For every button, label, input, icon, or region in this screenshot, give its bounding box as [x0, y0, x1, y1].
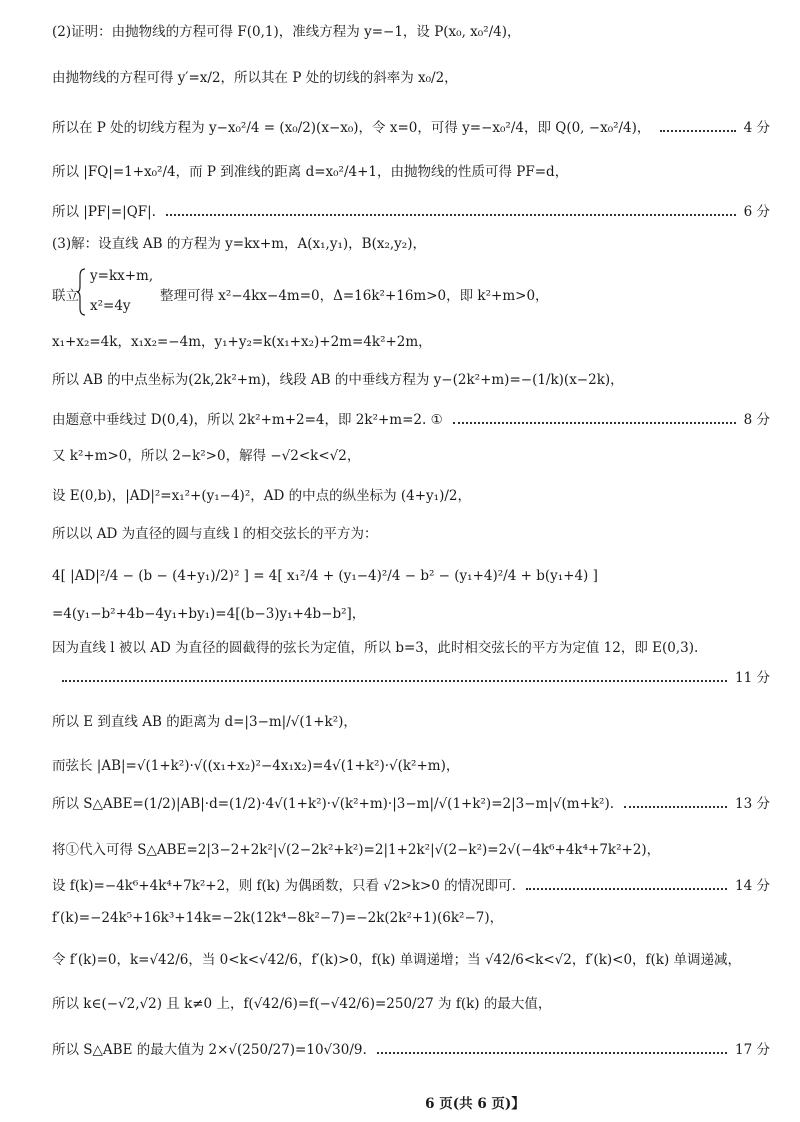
line-proof-start: (2)证明：由抛物线的方程可得 F(0,1)，准线方程为 y=−1，设 P(x₀, x₀²/4)，: [52, 24, 521, 40]
system-eq1: y=kx+m,: [90, 268, 154, 284]
line-tangent: 所以在 P 处的切线方程为 y−x₀²/4 = (x₀/2)(x−x₀)，令 x=0，可得 y=−x₀²/4，即 Q(0, −x₀²/4)， 4 分: [52, 120, 770, 136]
line-vieta: x₁+x₂=4k，x₁x₂=−4m，y₁+y₂=k(x₁+x₂)+2m=4k²+2m，: [52, 334, 432, 350]
line-through-d: 由题意中垂线过 D(0,4)，所以 2k²+m+2=4，即 2k²+m=2. ① 8 分: [52, 412, 770, 428]
score-mark: 8 分: [743, 412, 770, 428]
line-area: 所以 S△ABE=(1/2)|AB|·d=(1/2)·4√(1+k²)·√(k²+m)·|3−m|/√(1+k²)=2|3−m|√(m+k²). 13 分: [52, 796, 770, 812]
score-mark: 17 分: [735, 1042, 770, 1058]
line-max-value: 所以 k∈(−√2,√2) 且 k≠0 上，f(√42/6)=f(−√42/6)=250/27 为 f(k) 的最大值，: [52, 996, 552, 1012]
system-label: 联立: [52, 288, 79, 304]
page-number: 6 页(共 6 页)】: [425, 1096, 525, 1112]
leader-dots: [624, 805, 727, 808]
line-k-range: 又 k²+m>0，所以 2−k²>0，解得 −√2<k<√2，: [52, 448, 361, 464]
line-define-f: 设 f(k)=−4k⁶+4k⁴+7k²+2，则 f(k) 为偶函数，只看 √2>k>0 的情况即可. 14 分: [52, 878, 770, 894]
line-f-derivative: f′(k)=−24k⁵+16k³+14k=−2k(12k⁴−8k²−7)=−2k(2k²+1)(6k²−7)，: [52, 910, 504, 926]
score-mark: 4 分: [743, 120, 770, 136]
line-part3-start: (3)解：设直线 AB 的方程为 y=kx+m，A(x₁,y₁)，B(x₂,y₂)，: [52, 236, 426, 252]
line-distance: 所以 E 到直线 AB 的距离为 d=|3−m|/√(1+k²)，: [52, 714, 357, 730]
page-footer: [0, 1092, 800, 1112]
leader-dots: [377, 1051, 727, 1054]
line-final-answer: 所以 S△ABE 的最大值为 2×√(250/27)=10√30/9. 17 分: [52, 1042, 770, 1058]
line-chord-intro: 所以以 AD 为直径的圆与直线 l 的相交弦长的平方为：: [52, 526, 378, 542]
line-fq-length: 所以 |FQ|=1+x₀²/4，而 P 到准线的距离 d=x₀²/4+1，由抛物线的性质可得 PF=d，: [52, 164, 569, 180]
line-chord-simplify: =4(y₁−b²+4b−4y₁+by₁)=4[(b−3)y₁+4b−b²]，: [52, 606, 366, 622]
score-mark: 6 分: [743, 204, 770, 220]
leader-dots: [526, 887, 727, 890]
line-perp-bisector: 所以 AB 的中点坐标为(2k,2k²+m)，线段 AB 的中垂线方程为 y−(2k²+m)=−(1/k)(x−2k)，: [52, 372, 624, 388]
line-chord-expand: 4[ |AD|²/4 − (b − (4+y₁)/2)² ] = 4[ x₁²/4 + (y₁−4)²/4 − b² − (y₁+4)²/4 + b(y₁+4) ]: [52, 568, 598, 584]
line-conclusion: 所以 |PF|=|QF|. 6 分: [52, 204, 770, 220]
score-mark: 14 分: [735, 878, 770, 894]
leader-dots: [660, 129, 735, 132]
line-set-e: 设 E(0,b)，|AD|²=x₁²+(y₁−4)²，AD 的中点的纵坐标为 (4+y₁)/2，: [52, 488, 471, 504]
line-fixed-point: 因为直线 l 被以 AD 为直径的圆截得的弦长为定值，所以 b=3，此时相交弦长的平方为定值 12，即 E(0,3).: [52, 640, 699, 656]
line-monotonicity: 令 f′(k)=0，k=√42/6，当 0<k<√42/6，f′(k)>0，f(k) 单调递增；当 √42/6<k<√2，f′(k)<0，f(k) 单调递减，: [52, 952, 742, 968]
leader-dots: [62, 679, 727, 682]
line-chord-ab: 而弦长 |AB|=√(1+k²)·√((x₁+x₂)²−4x₁x₂)=4√(1+k²)·√(k²+m)，: [52, 758, 460, 774]
line-derivative: 由抛物线的方程可得 y′=x/2，所以其在 P 处的切线的斜率为 x₀/2，: [52, 70, 458, 86]
leader-dots: [453, 421, 736, 424]
line-substitute: 将①代入可得 S△ABE=2|3−2+2k²|√(2−2k²+k²)=2|1+2k²|√(2−k²)=2√(−4k⁶+4k⁴+7k²+2)，: [52, 842, 661, 858]
system-eq2: x²=4y: [90, 298, 131, 314]
score-mark: 11 分: [735, 670, 770, 686]
left-brace-icon: [76, 268, 86, 316]
score-line-11: [62, 668, 770, 688]
score-mark: 13 分: [735, 796, 770, 812]
leader-dots: [166, 213, 736, 216]
system-result: 整理可得 x²−4kx−4m=0，Δ=16k²+16m>0，即 k²+m>0，: [160, 288, 549, 304]
